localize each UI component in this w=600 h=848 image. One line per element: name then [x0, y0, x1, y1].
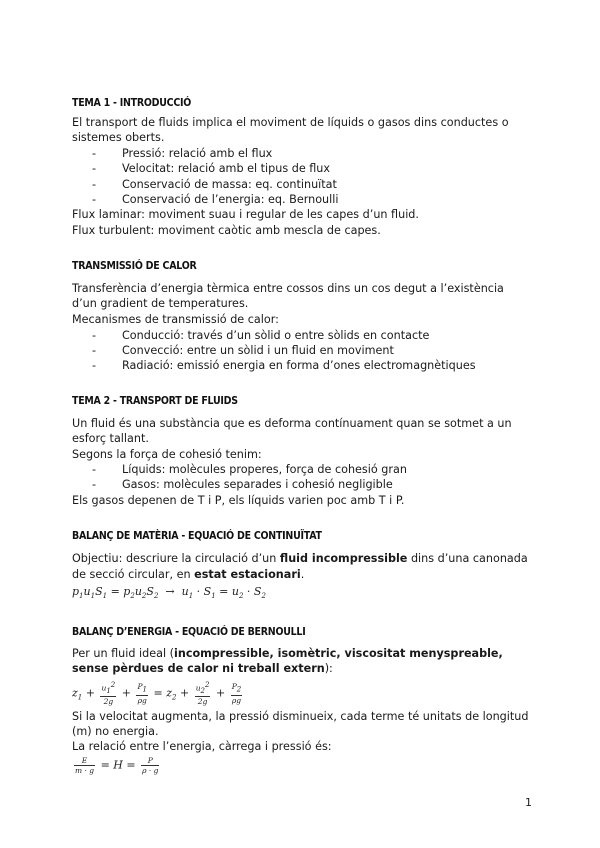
paragraph-gases: Els gasos depenen de T i P, els líquids varien poc amb T i P. [72, 494, 405, 507]
list-item: - Conservació de massa: eq. continuïtat [92, 178, 337, 191]
list-item: - Convecció: entre un sòlid i un fluid en moviment [92, 344, 394, 357]
list-item: - Pressió: relació amb el flux [92, 147, 273, 160]
page-number: 1 [525, 796, 532, 809]
paragraph-relation: La relació entre l’energia, càrrega i pressió és: [72, 740, 332, 753]
paragraph-cohesion: Segons la força de cohesió tenim: [72, 448, 262, 461]
list-item: - Radiació: emissió energia en forma d’ones electromagnètiques [92, 359, 476, 372]
energy-head-equation: $\frac{E}{m \cdot g}$ = H = $\frac{P}{\rho \cdot g}$ [75, 756, 159, 775]
paragraph-fluid-def: Un fluid és una substància que es deforma contínuament quan se sotmet a un esforç tallant. [72, 417, 512, 445]
paragraph-mechanisms: Mecanismes de transmissió de calor: [72, 313, 279, 326]
paragraph-velocity: Si la velocitat augmenta, la pressió disminueix, cada terme té unitats de longitud (m) no energia. [72, 710, 529, 738]
paragraph-laminar: Flux laminar: moviment suau i regular de les capes d’un fluid. [72, 208, 419, 221]
paragraph-ideal: Per un fluid ideal (incompressible, isomètric, viscositat menyspreable, [72, 647, 503, 660]
list-item: - Velocitat: relació amb el tipus de flux [92, 162, 331, 175]
paragraph-objective: Objectiu: descriure la circulació d’un fluid incompressible dins d’una canonada [72, 552, 528, 565]
list-item: - Conservació de l’energia: eq. Bernoulli [92, 193, 339, 206]
heading-tema1: TEMA 1 - INTRODUCCIÓ [72, 96, 192, 109]
paragraph-objective-cont: de secció circular, en estat estacionari. [72, 568, 305, 581]
paragraph-turbulent: Flux turbulent: moviment caòtic amb mescla de capes. [72, 224, 381, 237]
heading-tema2: TEMA 2 - TRANSPORT DE FLUIDS [72, 394, 238, 407]
paragraph-heat-intro: Transferència d’energia tèrmica entre cossos dins un cos degut a l’existència d’un gradient de temperatures. [72, 282, 504, 310]
list-item: - Gasos: molècules separades i cohesió negligible [92, 478, 393, 491]
list-item: - Líquids: molècules properes, força de cohesió gran [92, 463, 407, 476]
paragraph-intro: El transport de fluids implica el moviment de líquids o gasos dins conductes o sistemes oberts. [72, 116, 509, 144]
heading-balanc-materia: BALANÇ DE MATÈRIA - EQUACIÓ DE CONTINUÏTAT [72, 529, 322, 542]
heading-balanc-energia: BALANÇ D’ENERGIA - EQUACIÓ DE BERNOULLI [72, 625, 306, 638]
paragraph-ideal-cont: sense pèrdues de calor ni treball extern): [72, 662, 333, 675]
heading-transmissio: TRANSMISSIÓ DE CALOR [72, 259, 197, 272]
continuity-equation: $p_1u_1S_1 = p_2u_2S_2 \to u_1 \cdot S_1 = u_2 \cdot S_2$ [72, 585, 266, 601]
bernoulli-equation: $z_1$ + $\frac{u_1^2}{2g}$ + $\frac{P_1}{\rho g}$ = $z_2$ + $\frac{u_2^2}{2g}$ + $\frac{P_2}{\rho g}$ [72, 681, 242, 706]
list-item: - Conducció: través d’un sòlid o entre sòlids en contacte [92, 329, 430, 342]
